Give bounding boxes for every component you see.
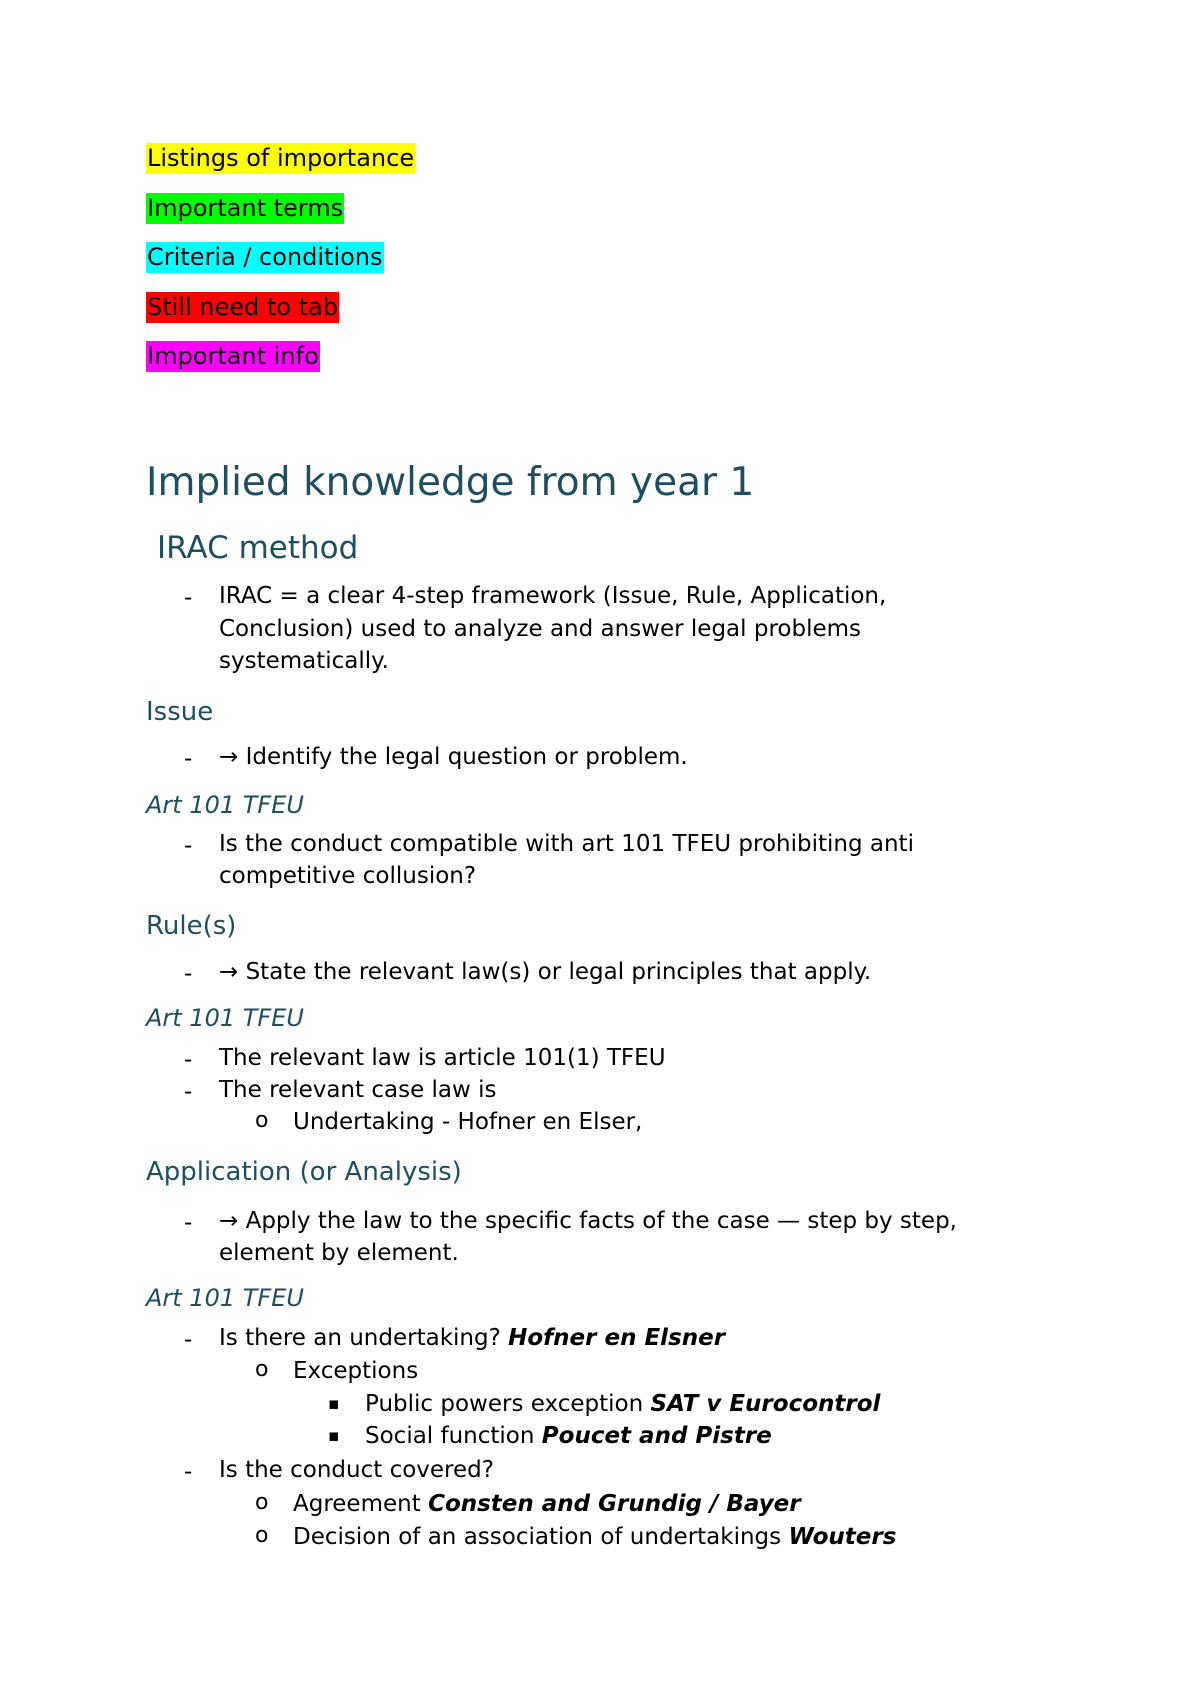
- exc2-text: Social function: [365, 1423, 535, 1449]
- rule-art-heading: Art 101 TFEU: [146, 1004, 304, 1032]
- legend-important-terms: Important terms: [147, 194, 344, 222]
- bullet-circle: o: [255, 1357, 269, 1382]
- issue-heading: Issue: [146, 697, 214, 727]
- exc1-text: Public powers exception: [365, 1391, 644, 1417]
- q1-case: Hofner en Elsner: [508, 1325, 726, 1351]
- irac-desc-line-3: systematically.: [219, 648, 389, 674]
- application-q2: Is the conduct covered?: [219, 1457, 494, 1483]
- application-exception-1: [365, 1388, 880, 1420]
- bullet-dash: -: [184, 1327, 193, 1353]
- bullet-dash: -: [184, 1210, 193, 1236]
- irac-desc-line-2: Conclusion) used to analyze and answer legal problems: [219, 616, 862, 642]
- exc2-case: Poucet and Pistre: [541, 1423, 772, 1449]
- bullet-square: ▪: [328, 1426, 340, 1446]
- legend-important-info: Important info: [147, 342, 319, 370]
- rule-heading: Rule(s): [146, 911, 237, 941]
- bullet-dash: -: [184, 961, 193, 987]
- c1-text: Agreement: [293, 1491, 421, 1517]
- application-desc-line-1: → Apply the law to the specific facts of the case — step by step,: [219, 1208, 957, 1234]
- bullet-dash: -: [184, 585, 193, 611]
- rule-item-1: The relevant law is article 101(1) TFEU: [219, 1045, 666, 1071]
- legend-criteria-conditions: Criteria / conditions: [147, 243, 383, 271]
- application-exception-2: [365, 1420, 772, 1452]
- bullet-circle: o: [255, 1490, 269, 1515]
- bullet-dash: -: [184, 746, 193, 772]
- page-title: Implied knowledge from year 1: [146, 460, 755, 505]
- application-q1: [219, 1322, 725, 1354]
- application-conduct-1: [293, 1488, 801, 1520]
- bullet-dash: -: [184, 1079, 193, 1105]
- application-heading: Application (or Analysis): [146, 1157, 462, 1187]
- bullet-dash: -: [184, 833, 193, 859]
- legend-listings-of-importance: Listings of importance: [147, 144, 415, 172]
- application-desc-line-2: element by element.: [219, 1240, 459, 1266]
- exc1-case: SAT v Eurocontrol: [650, 1391, 881, 1417]
- bullet-circle: o: [255, 1523, 269, 1548]
- bullet-dash: -: [184, 1047, 193, 1073]
- c2-case: Wouters: [788, 1524, 897, 1550]
- legend-still-need-to-tab: Still need to tab: [147, 293, 338, 321]
- bullet-square: ▪: [328, 1394, 340, 1414]
- bullet-dash: -: [184, 1459, 193, 1485]
- rule-desc: → State the relevant law(s) or legal principles that apply.: [219, 959, 872, 985]
- issue-desc: → Identify the legal question or problem.: [219, 744, 688, 770]
- q1-text: Is there an undertaking?: [219, 1325, 501, 1351]
- rule-item-2: The relevant case law is: [219, 1077, 497, 1103]
- application-conduct-2: [293, 1521, 896, 1553]
- c2-text: Decision of an association of undertakings: [293, 1524, 782, 1550]
- irac-heading: IRAC method: [157, 530, 359, 566]
- issue-art-text-line-1: Is the conduct compatible with art 101 TFEU prohibiting anti: [219, 831, 914, 857]
- issue-art-heading: Art 101 TFEU: [146, 791, 304, 819]
- application-exceptions: Exceptions: [293, 1358, 419, 1384]
- issue-art-text-line-2: competitive collusion?: [219, 863, 477, 889]
- application-art-heading: Art 101 TFEU: [146, 1284, 304, 1312]
- c1-case: Consten and Grundig / Bayer: [428, 1491, 801, 1517]
- irac-desc-line-1: IRAC = a clear 4-step framework (Issue, Rule, Application,: [219, 583, 887, 609]
- rule-sub-1: Undertaking - Hofner en Elser,: [293, 1109, 643, 1135]
- bullet-circle: o: [255, 1108, 269, 1133]
